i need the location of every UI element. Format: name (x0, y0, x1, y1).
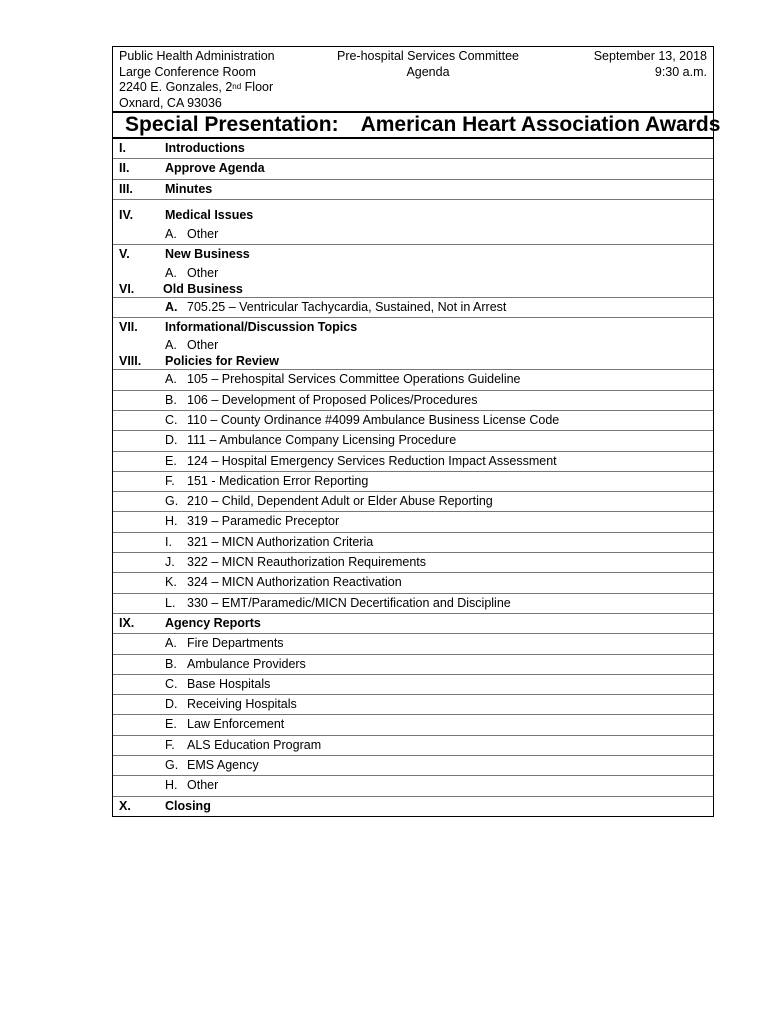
agenda-item (113, 318, 713, 337)
subitem-text: EMS Agency (187, 758, 259, 773)
agenda-item (113, 206, 713, 225)
item-title: Closing (165, 798, 211, 813)
subitem-letter: G. (165, 758, 179, 773)
subitem-text: 322 – MICN Reauthorization Requirements (187, 555, 427, 570)
subitem-text: 705.25 – Ventricular Tachycardia, Sustained, Not in Arrest (187, 299, 507, 314)
meeting-date: September 13, 2018 (593, 49, 707, 63)
agenda-subitem (113, 265, 713, 281)
banner-title: American Heart Association Awards (360, 113, 721, 136)
agenda-subitem (113, 655, 713, 675)
item-number: III. (119, 181, 133, 196)
agenda-item (113, 180, 713, 200)
subitem-text: 110 – County Ordinance #4099 Ambulance Business License Code (187, 412, 560, 427)
agency-reports-list (113, 634, 713, 796)
subitem-letter: H. (165, 514, 178, 529)
agenda-item (113, 797, 713, 816)
agenda-item (113, 159, 713, 179)
subitem-letter: A. (165, 636, 177, 651)
subitem-letter: A. (165, 265, 177, 280)
agenda-item (113, 353, 713, 370)
subitem-letter: K. (165, 575, 177, 590)
subitem-letter: B. (165, 392, 177, 407)
agenda-list (112, 139, 714, 817)
agenda-subitem (113, 573, 713, 593)
subitem-text: 330 – EMT/Paramedic/MICN Decertification and Discipline (187, 595, 511, 610)
agenda-subitem (113, 594, 713, 614)
subitem-text: 321 – MICN Authorization Criteria (187, 534, 374, 549)
meeting-datetime (594, 49, 707, 80)
subitem-letter: A. (165, 338, 177, 353)
subitem-letter: A. (165, 227, 177, 242)
subitem-letter: C. (165, 412, 178, 427)
subitem-letter: F. (165, 737, 175, 752)
agenda-subitem (113, 756, 713, 776)
agenda-subitem (113, 411, 713, 431)
agenda-item (113, 614, 713, 634)
agenda-subitem (113, 337, 713, 353)
subitem-text: ALS Education Program (187, 737, 322, 752)
agenda-subitem (113, 715, 713, 735)
subitem-text: Other (187, 227, 219, 242)
meeting-header (112, 46, 714, 111)
subitem-text: 324 – MICN Authorization Reactivation (187, 575, 402, 590)
agenda-subitem (113, 492, 713, 512)
item-number: VI. (119, 281, 135, 296)
subitem-text: 124 – Hospital Emergency Services Reduction Impact Assessment (187, 453, 557, 468)
subitem-letter: D. (165, 697, 178, 712)
item-title: Old Business (163, 281, 243, 296)
item-number: V. (119, 247, 130, 262)
subitem-text: Fire Departments (187, 636, 284, 651)
subitem-letter: B. (165, 656, 177, 671)
agenda-subitem (113, 695, 713, 715)
subitem-text: Receiving Hospitals (187, 697, 297, 712)
meeting-location (119, 49, 275, 111)
meeting-time: 9:30 a.m. (654, 64, 707, 79)
item-number: VII. (119, 320, 138, 335)
item-number: VIII. (119, 354, 142, 369)
subitem-letter: G. (165, 494, 179, 509)
subitem-text: Base Hospitals (187, 676, 271, 691)
agenda-item (113, 245, 713, 264)
item-number: X. (119, 798, 131, 813)
location-line: Public Health Administration (119, 49, 275, 63)
item-title: Agency Reports (165, 615, 261, 630)
subitem-letter: H. (165, 778, 178, 793)
location-line: Large Conference Room (119, 64, 256, 79)
subitem-letter: I. (165, 534, 172, 549)
item-title: Informational/Discussion Topics (165, 320, 358, 335)
subitem-letter: A. (165, 299, 178, 314)
subitem-text: Ambulance Providers (187, 656, 306, 671)
subitem-text: Other (187, 338, 219, 353)
subitem-letter: E. (165, 717, 177, 732)
agenda-item (113, 281, 713, 298)
item-title: Policies for Review (165, 354, 279, 369)
agenda-subitem (113, 370, 713, 390)
subitem-text: 210 – Child, Dependent Adult or Elder Abuse Reporting (187, 494, 493, 509)
agenda-subitem (113, 452, 713, 472)
item-title: Medical Issues (165, 207, 254, 222)
subitem-text: 105 – Prehospital Services Committee Operations Guideline (187, 372, 521, 387)
banner-label: Special Presentation: (125, 113, 339, 136)
subitem-letter: F. (165, 473, 175, 488)
location-address: 2240 E. Gonzales, 2nd Floor (119, 80, 274, 94)
subitem-text: Law Enforcement (187, 717, 285, 732)
agenda-subitem (113, 225, 713, 245)
agenda-subitem (113, 776, 713, 796)
item-title: Approve Agenda (165, 161, 265, 176)
item-number: II. (119, 161, 130, 176)
policies-list (113, 370, 713, 614)
subitem-letter: E. (165, 453, 177, 468)
subitem-letter: L. (165, 595, 176, 610)
meeting-title (323, 49, 533, 80)
agenda-subitem (113, 675, 713, 695)
item-title: Minutes (165, 181, 213, 196)
subitem-text: 151 - Medication Error Reporting (187, 473, 369, 488)
committee-name: Pre-hospital Services Committee (336, 49, 519, 63)
special-presentation-banner (112, 111, 721, 139)
agenda-subitem (113, 553, 713, 573)
agenda-subitem (113, 472, 713, 492)
item-number: IX. (119, 615, 135, 630)
subitem-letter: J. (165, 555, 175, 570)
agenda-subitem (113, 298, 713, 318)
agenda-page (112, 46, 721, 817)
subitem-text: 106 – Development of Proposed Polices/Procedures (187, 392, 478, 407)
subitem-text: Other (187, 778, 219, 793)
agenda-subitem (113, 391, 713, 411)
location-line: Oxnard, CA 93036 (119, 95, 222, 110)
subitem-text: 111 – Ambulance Company Licensing Procedure (187, 433, 457, 448)
agenda-subitem (113, 431, 713, 451)
agenda-item (113, 139, 713, 159)
item-number: IV. (119, 207, 134, 222)
agenda-subitem (113, 634, 713, 654)
agenda-subitem (113, 736, 713, 756)
item-title: Introductions (165, 141, 245, 155)
subitem-letter: C. (165, 676, 178, 691)
subitem-text: Other (187, 265, 219, 280)
item-number: I. (119, 141, 126, 155)
subitem-letter: A. (165, 372, 177, 387)
document-type: Agenda (406, 64, 450, 79)
agenda-subitem (113, 533, 713, 553)
subitem-text: 319 – Paramedic Preceptor (187, 514, 340, 529)
agenda-subitem (113, 512, 713, 532)
subitem-letter: D. (165, 433, 178, 448)
item-title: New Business (165, 247, 250, 262)
